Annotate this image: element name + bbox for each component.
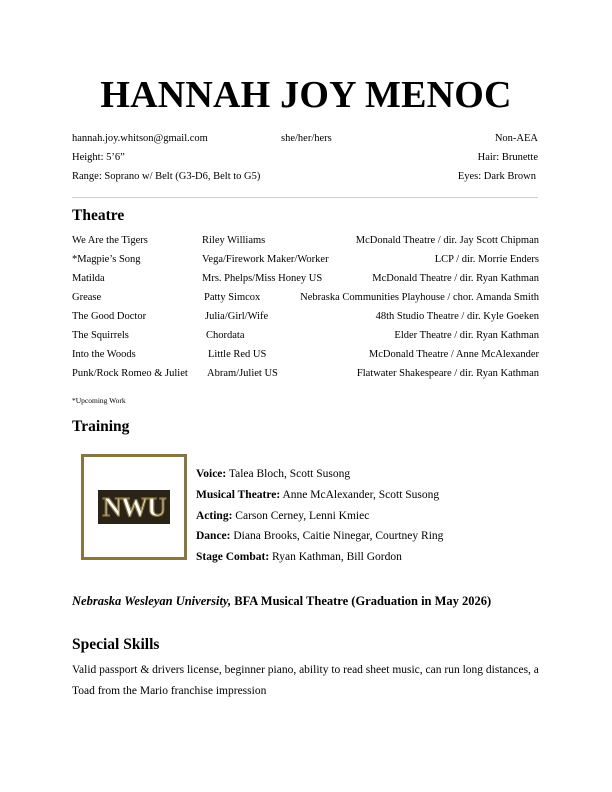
training-stage-combat bbox=[196, 551, 402, 563]
credit-role: Riley Williams bbox=[202, 235, 266, 246]
credit-show: Punk/Rock Romeo & Juliet bbox=[72, 368, 188, 379]
special-skills-text: Valid passport & drivers license, beginner piano, ability to read sheet music, can run long distances, a Toad from the Mario franchise impression bbox=[72, 664, 539, 697]
credit-venue: McDonald Theatre / Anne McAlexander bbox=[368, 349, 539, 360]
credit-venue: LCP / dir. Morrie Enders bbox=[434, 254, 539, 265]
training-heading: Training bbox=[72, 418, 130, 435]
height: Height: 5’6” bbox=[72, 152, 125, 163]
training-value: Diana Brooks, Caitie Ninegar, Courtney Ring bbox=[230, 530, 444, 542]
credit-row bbox=[72, 330, 539, 349]
credit-role: Mrs. Phelps/Miss Honey US bbox=[202, 273, 323, 284]
university-logo bbox=[81, 454, 187, 560]
hair-color: Hair: Brunette bbox=[477, 152, 538, 163]
credit-show: The Squirrels bbox=[72, 330, 129, 341]
credit-row bbox=[72, 311, 539, 330]
resume-name: HANNAH JOY MENOC bbox=[100, 74, 512, 116]
credit-row bbox=[72, 235, 539, 254]
training-voice bbox=[196, 468, 350, 480]
credit-show: *Magpie’s Song bbox=[72, 254, 141, 265]
credit-role: Patty Simcox bbox=[204, 292, 261, 303]
credit-venue: Flatwater Shakespeare / dir. Ryan Kathman bbox=[356, 368, 539, 379]
training-value: Anne McAlexander, Scott Susong bbox=[280, 489, 440, 501]
eye-color: Eyes: Dark Brown bbox=[457, 171, 536, 182]
training-value: Ryan Kathman, Bill Gordon bbox=[269, 551, 402, 563]
training-label: Musical Theatre: bbox=[196, 489, 281, 501]
credit-venue: 48th Studio Theatre / dir. Kyle Goeken bbox=[375, 311, 539, 322]
credit-role: Abram/Juliet US bbox=[207, 368, 278, 379]
pronouns: she/her/hers bbox=[281, 133, 332, 144]
special-skills-heading: Special Skills bbox=[72, 636, 160, 653]
training-label: Acting: bbox=[196, 510, 233, 522]
union-status: Non-AEA bbox=[494, 133, 538, 144]
education-line bbox=[72, 594, 491, 609]
credit-venue: McDonald Theatre / dir. Ryan Kathman bbox=[372, 273, 539, 284]
training-value: Carson Cerney, Lenni Kmiec bbox=[232, 510, 370, 522]
upcoming-footnote: *Upcoming Work bbox=[72, 396, 126, 405]
training-acting bbox=[196, 510, 369, 522]
credit-venue: Elder Theatre / dir. Ryan Kathman bbox=[394, 330, 539, 341]
credit-venue: McDonald Theatre / dir. Jay Scott Chipman bbox=[355, 235, 539, 246]
credit-role: Vega/Firework Maker/Worker bbox=[202, 254, 329, 265]
theatre-heading: Theatre bbox=[72, 207, 125, 224]
credit-row bbox=[72, 292, 539, 311]
email: hannah.joy.whitson@gmail.com bbox=[72, 133, 208, 144]
training-label: Stage Combat: bbox=[196, 551, 270, 563]
credit-row bbox=[72, 368, 539, 387]
header-divider bbox=[72, 197, 538, 198]
degree-name: BFA Musical Theatre (Graduation in May 2026) bbox=[231, 594, 492, 608]
logo-lettering: NWU bbox=[102, 492, 166, 522]
credit-role: Julia/Girl/Wife bbox=[205, 311, 269, 322]
training-label: Dance: bbox=[196, 530, 231, 542]
training-value: Talea Bloch, Scott Susong bbox=[226, 468, 351, 480]
vocal-range: Range: Soprano w/ Belt (G3-D6, Belt to G5) bbox=[72, 171, 261, 182]
credit-show: Matilda bbox=[72, 273, 105, 284]
nwu-logo-icon bbox=[84, 457, 184, 557]
credit-show: We Are the Tigers bbox=[72, 235, 148, 246]
credit-show: Into the Woods bbox=[72, 349, 136, 360]
training-musical-theatre bbox=[196, 489, 439, 501]
credit-role: Little Red US bbox=[208, 349, 267, 360]
credit-row bbox=[72, 273, 539, 292]
training-dance bbox=[196, 530, 443, 542]
credit-row bbox=[72, 349, 539, 368]
credit-row bbox=[72, 254, 539, 273]
credit-venue: Nebraska Communities Playhouse / chor. Amanda Smith bbox=[300, 292, 539, 303]
credit-show: Grease bbox=[72, 292, 102, 303]
credit-role: Chordata bbox=[206, 330, 245, 341]
credit-show: The Good Doctor bbox=[72, 311, 147, 322]
training-label: Voice: bbox=[196, 468, 227, 480]
university-name: Nebraska Wesleyan University, bbox=[72, 594, 232, 608]
